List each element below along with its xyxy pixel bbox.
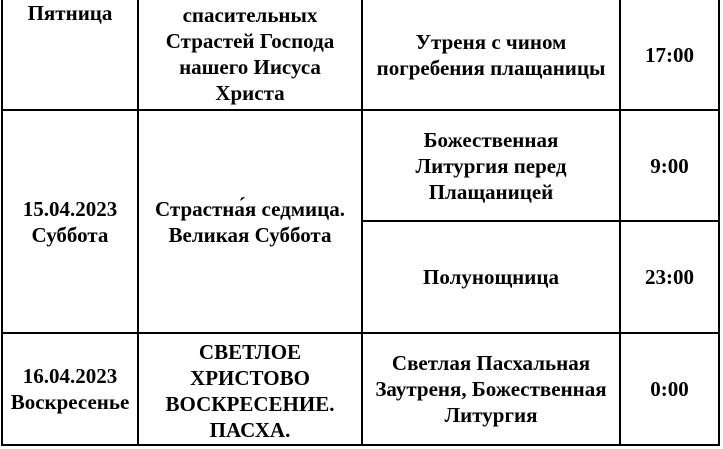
service-time: 0:00 xyxy=(650,377,689,401)
service-time: 17:00 xyxy=(645,42,694,67)
date-label: 16.04.2023 xyxy=(22,364,118,388)
feast-title-cell xyxy=(139,337,361,444)
feast-title-line: СВЕТЛОЕ xyxy=(198,339,302,364)
service-name-line: погребения плащаницы xyxy=(376,55,606,80)
feast-title-line: ПАСХА. xyxy=(209,417,291,442)
feast-title-line: спасительных xyxy=(182,3,318,27)
feast-title-line: Страстна́я седмица. xyxy=(155,196,345,221)
table-border-bottom xyxy=(1,444,720,446)
service-time: 9:00 xyxy=(650,153,689,178)
feast-title-line: Страстей Господа xyxy=(165,29,335,53)
service-time-cell xyxy=(621,334,718,444)
service-name-cell xyxy=(363,334,619,444)
service-name-line: Божественная xyxy=(423,127,559,152)
feast-title-line: нашего Иисуса xyxy=(179,55,321,79)
service-name-line: Заутреня, Божественная xyxy=(375,377,607,401)
weekday-label: Пятница xyxy=(27,1,113,25)
service-name-cell xyxy=(363,111,619,220)
feast-title-line: ВОСКРЕСЕНИЕ. xyxy=(165,391,335,416)
service-time-cell xyxy=(621,111,718,220)
service-time-cell xyxy=(621,222,718,332)
service-name-line: Литургия xyxy=(444,403,538,427)
service-name-line: Светлая Пасхальная xyxy=(391,351,591,375)
feast-title-line: ХРИСТОВО xyxy=(190,365,310,390)
service-name-cell xyxy=(363,222,619,332)
date-label: 15.04.2023 xyxy=(22,196,118,221)
weekday-label: Суббота xyxy=(31,222,109,247)
service-name-line: Плащаницей xyxy=(428,179,554,204)
feast-title-cell xyxy=(139,111,361,332)
feast-title-line: Великая Суббота xyxy=(168,222,332,247)
service-name-line: Литургия перед xyxy=(415,153,567,178)
service-time: 23:00 xyxy=(645,265,694,289)
table-border-right xyxy=(718,0,720,446)
service-time-cell xyxy=(621,0,718,109)
service-name-line: Полунощница xyxy=(423,265,559,289)
service-name-cell xyxy=(363,0,619,109)
date-cell xyxy=(3,111,137,332)
feast-title-line: Христа xyxy=(215,81,285,105)
date-cell xyxy=(3,0,137,28)
service-name-line: Утреня с чином xyxy=(415,29,567,54)
date-cell xyxy=(3,334,137,444)
weekday-label: Воскресенье xyxy=(10,390,130,414)
feast-title-cell xyxy=(139,1,361,107)
